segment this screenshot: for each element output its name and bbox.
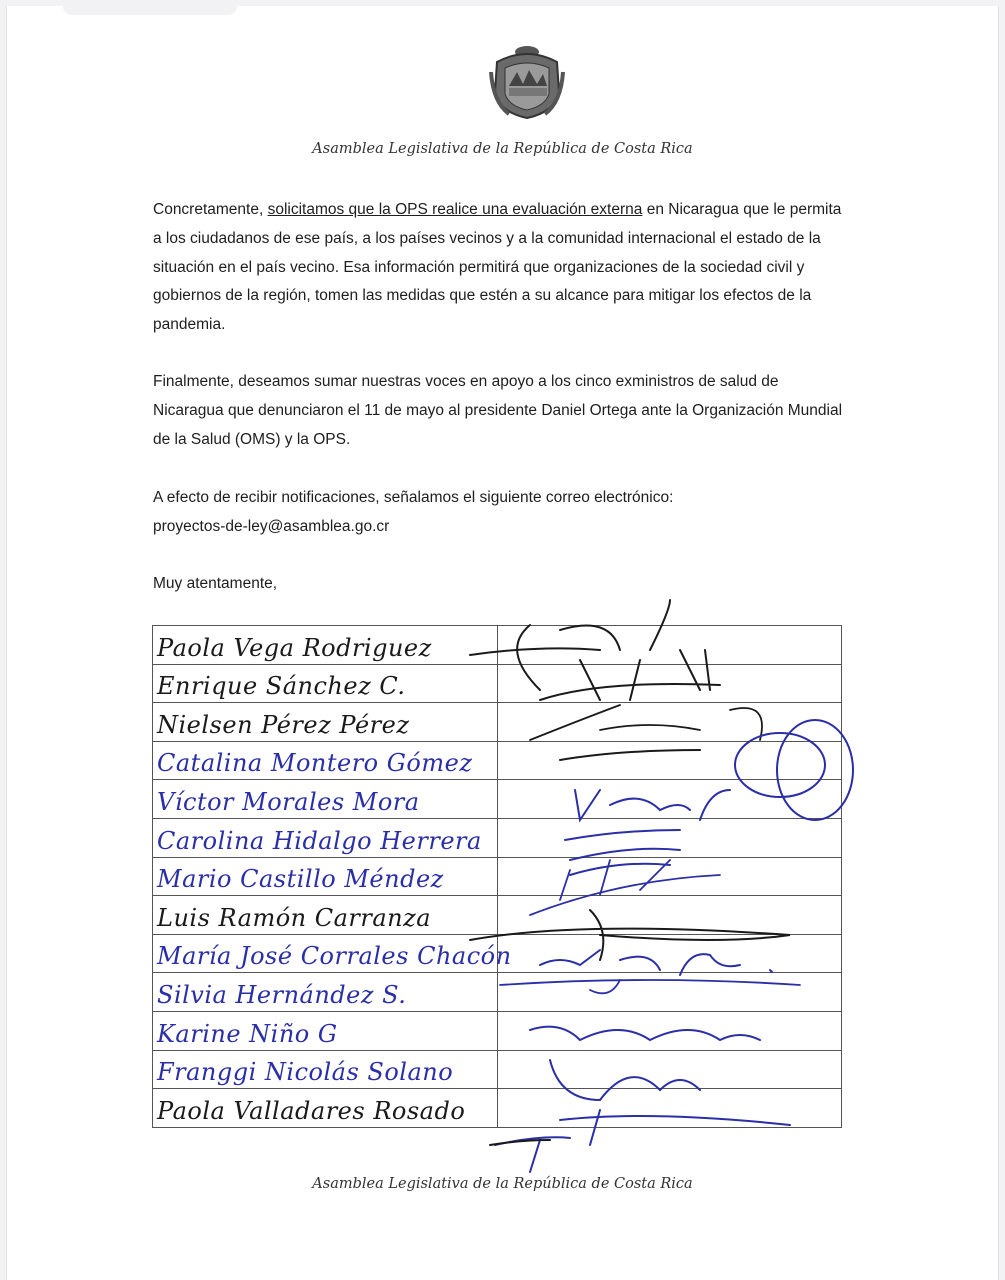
signatory-name-cell (153, 973, 498, 1012)
signatory-name: Nielsen Pérez Pérez (157, 710, 410, 739)
signature-cell (498, 934, 842, 973)
signatory-name: Franggi Nicolás Solano (157, 1058, 454, 1087)
signatory-name-cell (153, 626, 498, 665)
paragraph-request-underlined: solicitamos que la OPS realice una evaluación externa (267, 201, 643, 218)
paragraph-notifications (153, 484, 853, 542)
signature-row (153, 626, 842, 665)
notifications-text: A efecto de recibir notificaciones, señalamos el siguiente correo electrónico: (153, 489, 674, 506)
signatory-name-cell (153, 896, 498, 935)
paragraph-request-intro: Concretamente, (153, 201, 268, 218)
signatory-name: Silvia Hernández S. (157, 980, 407, 1009)
signatory-name: Karine Niño G (157, 1019, 338, 1048)
signatory-name: Paola Valladares Rosado (157, 1096, 466, 1125)
signatory-name: María José Corrales Chacón (157, 942, 512, 971)
signatory-name-cell (153, 1050, 498, 1089)
signature-cell (498, 818, 842, 857)
signature-row (153, 1011, 842, 1050)
signatory-name-cell (153, 741, 498, 780)
signature-cell (498, 780, 842, 819)
paragraph-request (153, 196, 853, 340)
notifications-email[interactable]: proyectos-de-ley@asamblea.go.cr (153, 517, 390, 535)
signature-cell (498, 703, 842, 742)
costa-rica-coat-of-arms-icon (489, 42, 565, 120)
signature-row (153, 780, 842, 819)
signature-row (153, 896, 842, 935)
viewer-top-tab (63, 6, 237, 15)
signatory-name: Carolina Hidalgo Herrera (157, 826, 482, 855)
signatory-name-cell (153, 664, 498, 703)
signature-row (153, 1050, 842, 1089)
signatory-name: Paola Vega Rodriguez (157, 633, 432, 662)
signatory-name-cell (153, 857, 498, 896)
signature-row (153, 741, 842, 780)
signatory-name: Luis Ramón Carranza (157, 903, 432, 932)
signature-row (153, 934, 842, 973)
signatory-name: Mario Castillo Méndez (157, 865, 444, 894)
signature-cell (498, 1011, 842, 1050)
signature-cell (498, 896, 842, 935)
closing-text: Muy atentamente, (153, 575, 278, 592)
signature-row (153, 1089, 842, 1128)
signatory-name-cell (153, 780, 498, 819)
signatory-name: Víctor Morales Mora (157, 787, 420, 816)
signature-cell (498, 741, 842, 780)
letterhead-title: Asamblea Legislativa de la República de Costa Rica (312, 141, 693, 157)
signatory-name-cell (153, 1089, 498, 1128)
signatory-name: Enrique Sánchez C. (157, 672, 406, 701)
signature-cell (498, 626, 842, 665)
signature-cell (498, 973, 842, 1012)
signatory-name-cell (153, 934, 512, 973)
signature-row (153, 857, 842, 896)
letterhead-footer: Asamblea Legislativa de la República de Costa Rica (312, 1176, 693, 1192)
signature-row (153, 664, 842, 703)
signatory-name: Catalina Montero Gómez (157, 749, 473, 778)
signature-cell (498, 1050, 842, 1089)
signature-table (152, 625, 842, 1128)
signature-row (153, 973, 842, 1012)
signature-cell (498, 857, 842, 896)
signature-row (153, 703, 842, 742)
signature-cell (498, 1089, 842, 1128)
paragraph-support: Finalmente, deseamos sumar nuestras voces en apoyo a los cinco exministros de salud de Nicaragua que denunciaron el 11 de mayo al presidente Daniel Ortega ante la Organización Mundial de la Salud (OMS) y la OPS. (153, 373, 843, 448)
signatory-name-cell (153, 818, 498, 857)
signatory-name-cell (153, 1011, 498, 1050)
signature-row (153, 818, 842, 857)
paragraph-request-rest: en Nicaragua que le permita a los ciudadanos de ese país, a los países vecinos y a la comunidad internacional el estado de la situación en el país vecino. Esa información permitirá que organizaciones de la sociedad civil y gobiernos de la región, tomen las medidas que estén a su alcance para mitigar los efectos de la pandemia. (153, 201, 842, 334)
signature-cell (498, 664, 842, 703)
signatory-name-cell (153, 703, 498, 742)
